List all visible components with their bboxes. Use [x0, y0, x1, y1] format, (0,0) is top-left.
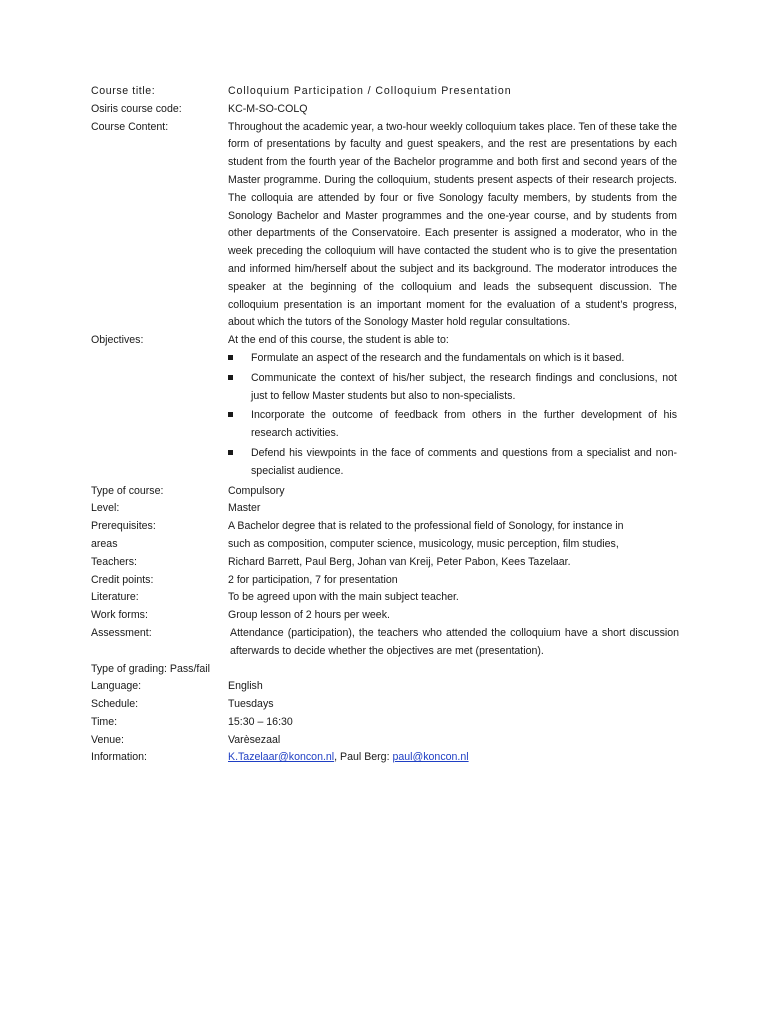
teachers-label: Teachers:: [91, 555, 137, 568]
square-bullet-icon: [228, 412, 233, 417]
prerequisites-value-line1: A Bachelor degree that is related to the professional field of Sonology, for instance in: [228, 520, 624, 533]
assessment-value: Attendance (participation), the teachers who attended the colloquium have a short discussion afterwards to decide whether the objectives are met (presentation).: [230, 626, 679, 657]
information-label: Information:: [91, 751, 147, 764]
work-forms-label: Work forms:: [91, 609, 148, 622]
language-row: [91, 678, 677, 696]
teachers-value: Richard Barrett, Paul Berg, Johan van Kreij, Peter Pabon, Kees Tazelaar.: [228, 555, 571, 568]
course-title-value: Colloquium Participation / Colloquium Presentation: [228, 85, 512, 97]
time-row: [91, 714, 677, 732]
schedule-label: Schedule:: [91, 698, 139, 711]
information-row: [91, 749, 677, 767]
work-forms-row: [91, 607, 677, 625]
assessment-label: Assessment:: [91, 626, 152, 639]
course-content-row: [91, 119, 677, 333]
time-label: Time:: [91, 715, 118, 728]
literature-label: Literature:: [91, 591, 139, 604]
course-title-row: [91, 83, 677, 101]
information-separator: , Paul Berg:: [334, 751, 393, 764]
language-value: English: [228, 680, 263, 693]
venue-label: Venue:: [91, 733, 124, 746]
credit-points-label: Credit points:: [91, 573, 154, 586]
objective-item: [228, 407, 677, 443]
square-bullet-icon: [228, 375, 233, 380]
objectives-intro: At the end of this course, the student is able to:: [228, 334, 449, 347]
level-row: [91, 500, 677, 518]
venue-value: Varèsezaal: [228, 733, 281, 746]
objectives-value: [228, 332, 677, 482]
objective-item: [228, 350, 677, 368]
schedule-row: [91, 696, 677, 714]
time-value: 15:30 – 16:30: [228, 715, 293, 728]
course-title-label: Course title:: [91, 85, 156, 97]
assessment-row: [91, 625, 677, 661]
objective-item: [228, 445, 677, 481]
square-bullet-icon: [228, 355, 233, 360]
objective-text: Formulate an aspect of the research and the fundamentals on which is it based.: [251, 351, 625, 364]
objectives-list: [228, 350, 677, 481]
literature-row: [91, 589, 677, 607]
course-type-value: Compulsory: [228, 484, 285, 497]
work-forms-value: Group lesson of 2 hours per week.: [228, 609, 390, 622]
level-label: Level:: [91, 502, 120, 515]
language-label: Language:: [91, 680, 142, 693]
square-bullet-icon: [228, 450, 233, 455]
objective-text: Defend his viewpoints in the face of comments and questions from a specialist and non-specialist audience.: [251, 446, 677, 477]
course-code-value: KC-M-SO-COLQ: [228, 102, 308, 115]
course-type-row: [91, 483, 677, 501]
literature-value: To be agreed upon with the main subject teacher.: [228, 591, 459, 604]
prerequisites-label-areas: areas: [91, 537, 118, 550]
course-content-label: Course Content:: [91, 120, 169, 133]
objective-text: Communicate the context of his/her subject, the research findings and conclusions, not just to fellow Master students but also to non-specialists.: [251, 371, 677, 402]
course-type-label: Type of course:: [91, 484, 164, 497]
course-content-value: Throughout the academic year, a two-hour weekly colloquium takes place. Ten of these take the form of presentations by faculty and guest speakers, and the rest are presentations by each student from the fourth year of the Bachelor programme and both first and second years of the Master programme. During the colloquium, students present aspects of their research projects. The colloquia are attended by four or five Sonology faculty members, by students from the Sonology Bachelor and Master programmes and the one-year course, and by students from other departments of the Conservatoire. Each presenter is assigned a moderator, who in the week preceding the colloquium will have contacted the student who is to give the presentation and informed him/herself about the subject and its background. The moderator introduces the speaker at the beginning of the colloquium and leads the subsequent discussion. The colloquium presentation is an important moment for the evaluation of a student’s progress, about which the tutors of the Sonology Master hold regular consultations.: [228, 120, 677, 329]
prerequisites-label: Prerequisites:: [91, 520, 156, 533]
level-value: Master: [228, 502, 261, 515]
schedule-value: Tuesdays: [228, 698, 274, 711]
prerequisites-row: [91, 518, 677, 536]
grading-row: Type of grading: Pass/fail: [91, 662, 210, 675]
objective-item: [228, 370, 677, 406]
objectives-label: Objectives:: [91, 334, 144, 347]
prerequisites-value-line2: such as composition, computer science, musicology, music perception, film studies,: [228, 537, 619, 550]
credit-points-row: [91, 572, 677, 590]
teachers-row: [91, 554, 677, 572]
credit-points-value: 2 for participation, 7 for presentation: [228, 573, 398, 586]
objectives-row: [91, 332, 677, 482]
course-description: [91, 83, 677, 767]
course-code-label: Osiris course code:: [91, 102, 182, 115]
objective-text: Incorporate the outcome of feedback from others in the further development of his research activities.: [251, 409, 677, 440]
information-value: [228, 749, 677, 767]
course-code-row: [91, 101, 677, 119]
email-link-berg[interactable]: paul@koncon.nl: [392, 751, 469, 764]
email-link-tazelaar[interactable]: K.Tazelaar@koncon.nl: [228, 751, 335, 764]
prerequisites-row-2: [91, 536, 677, 554]
venue-row: [91, 732, 677, 750]
